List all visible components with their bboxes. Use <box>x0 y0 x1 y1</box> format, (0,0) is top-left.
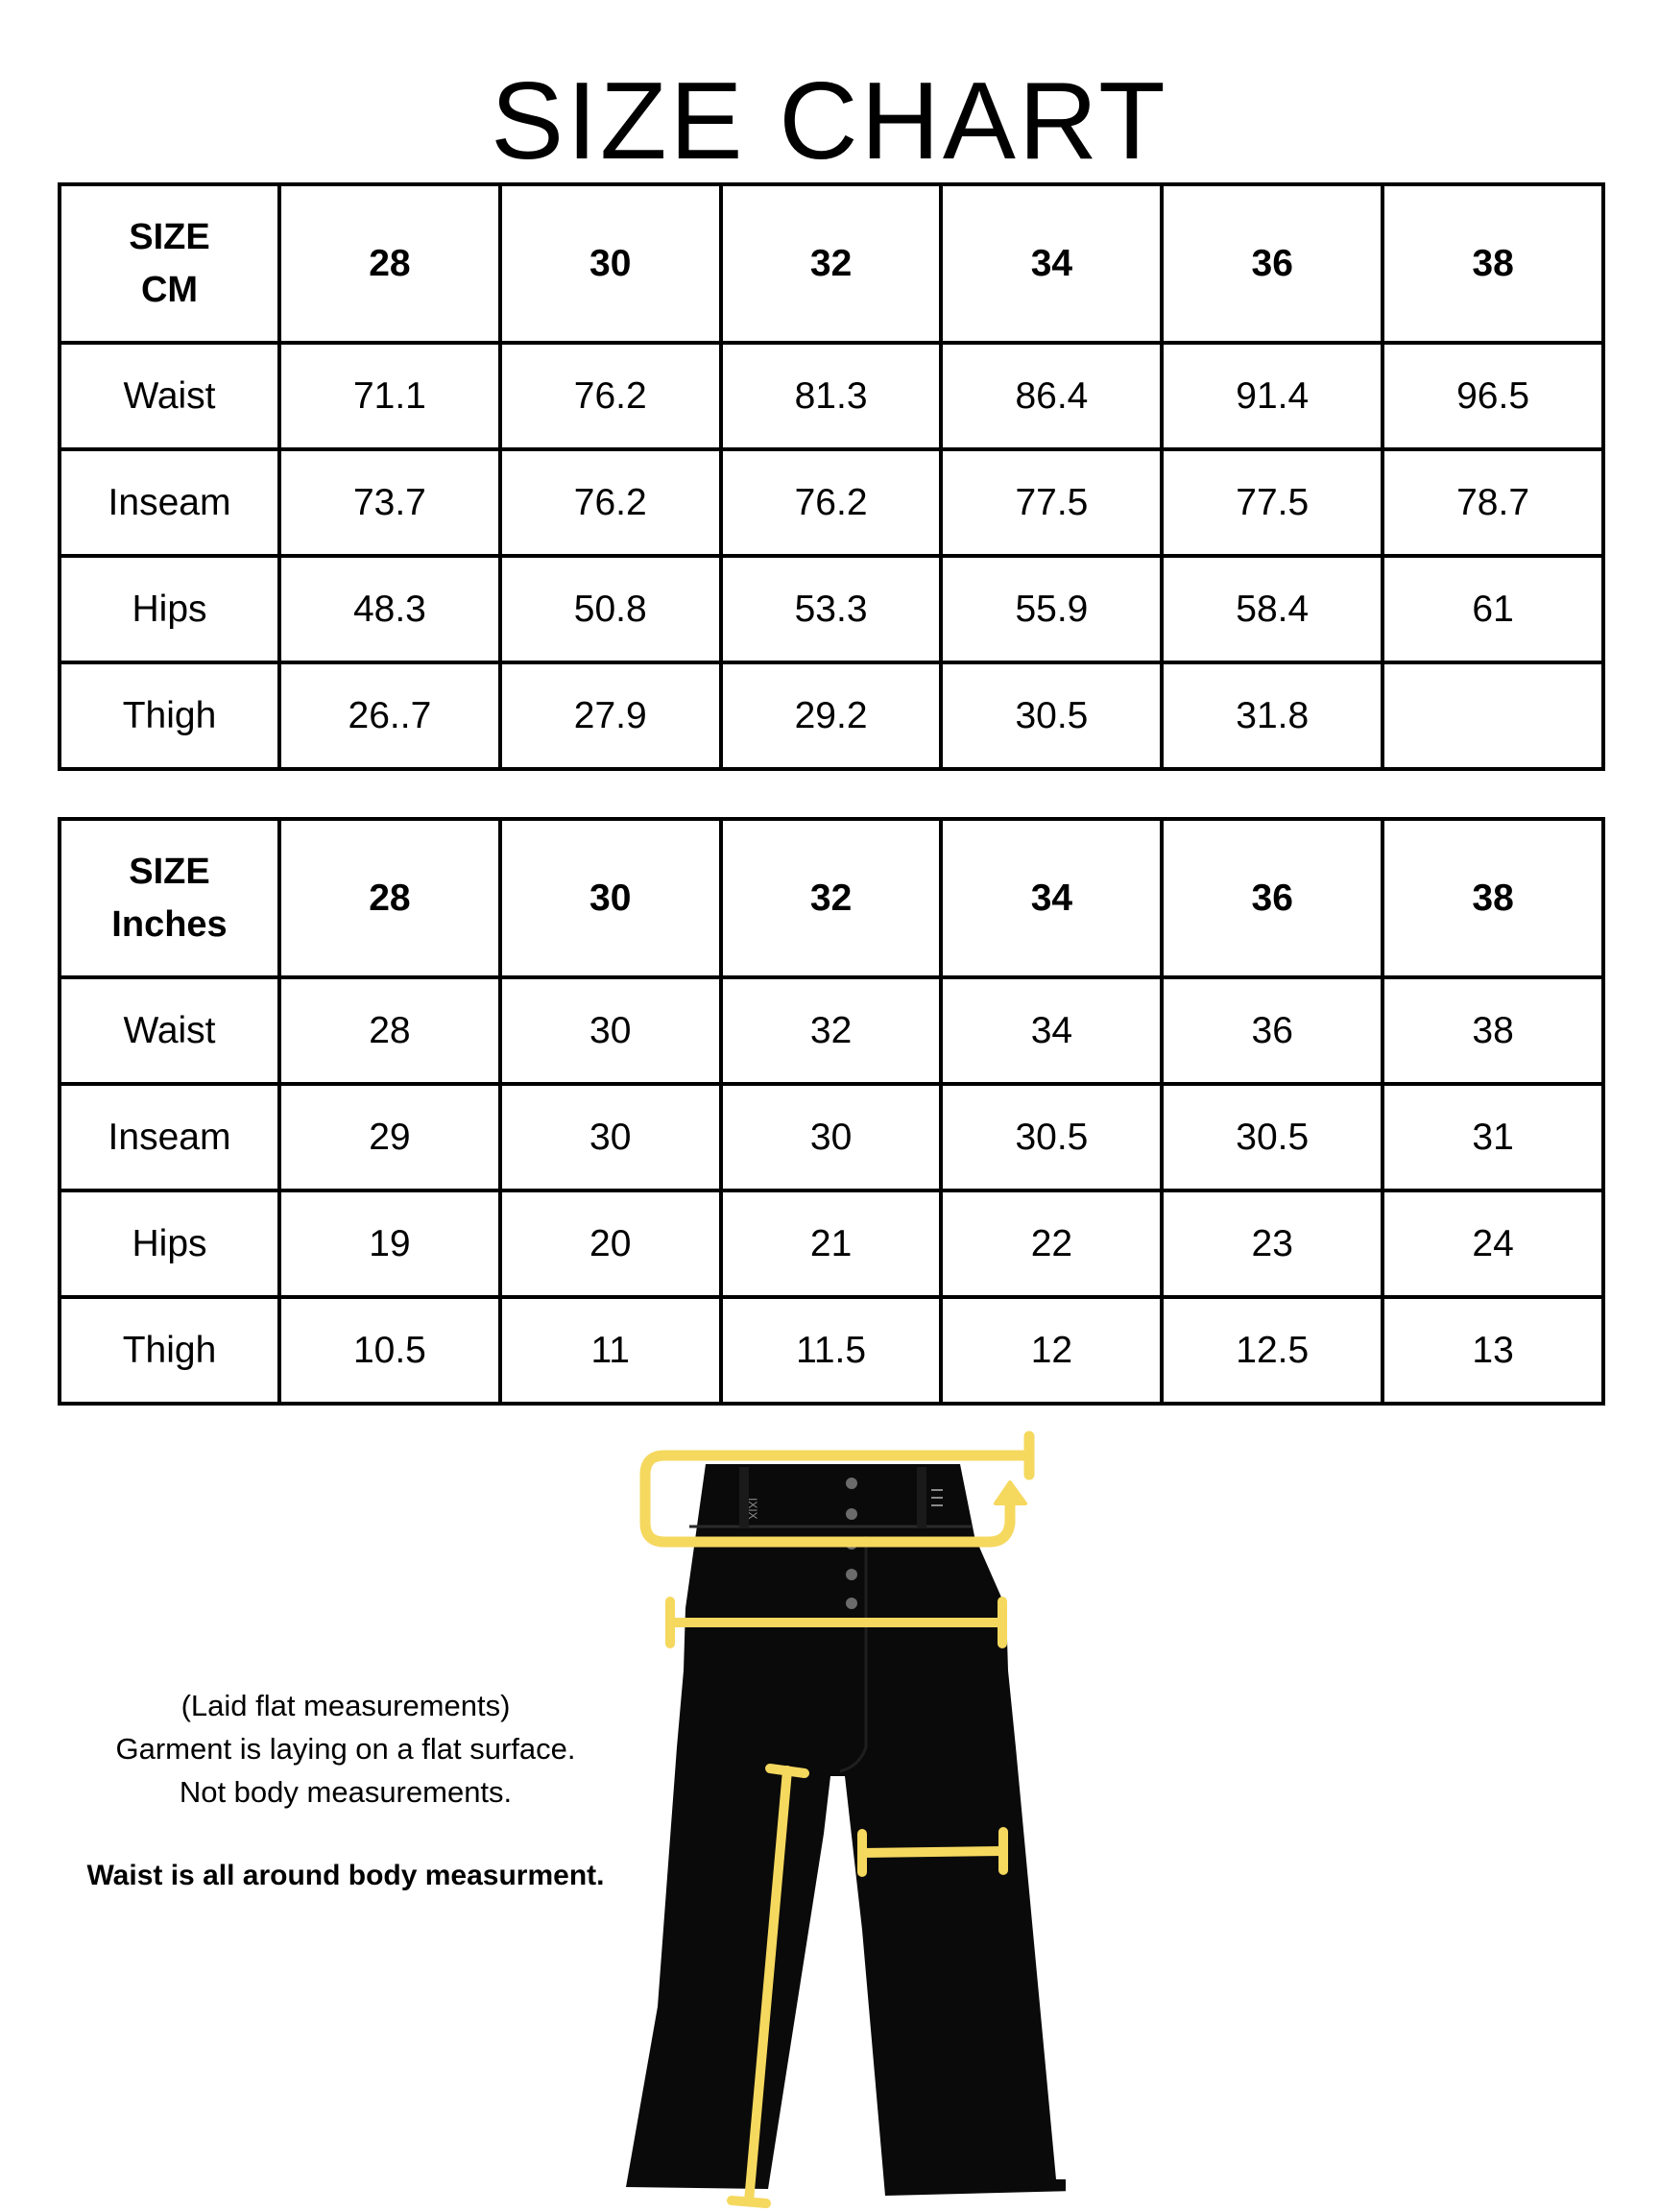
row-label: Waist <box>60 343 279 449</box>
note-line: Not body measurements. <box>179 1775 513 1809</box>
table-cell: 13 <box>1382 1297 1603 1404</box>
size-header: 34 <box>941 819 1162 977</box>
corner-label-size: SIZE <box>129 851 210 892</box>
table-cell: 30.5 <box>941 662 1162 769</box>
row-label: Inseam <box>60 1084 279 1190</box>
table-cell: 30 <box>721 1084 942 1190</box>
size-header: 38 <box>1382 819 1603 977</box>
table-cell: 29.2 <box>721 662 942 769</box>
table-cell: 38 <box>1382 977 1603 1084</box>
table-cell: 76.2 <box>721 449 942 556</box>
table-cell: 30 <box>500 1084 721 1190</box>
size-header: 28 <box>279 184 500 343</box>
table-cell: 31.8 <box>1162 662 1382 769</box>
table-cell: 55.9 <box>941 556 1162 662</box>
note-line: Garment is laying on a flat surface. <box>115 1732 576 1766</box>
size-table-inches <box>58 817 1605 1406</box>
table-cell: 78.7 <box>1382 449 1603 556</box>
table-cell: 30.5 <box>941 1084 1162 1190</box>
belt-loop <box>917 1467 926 1528</box>
table-cell: 71.1 <box>279 343 500 449</box>
table-cell: 86.4 <box>941 343 1162 449</box>
size-table-cm <box>58 182 1605 771</box>
table-row <box>60 1084 1603 1190</box>
table-row <box>60 449 1603 556</box>
waist-note: Waist is all around body measurment. <box>86 1860 605 1891</box>
table-cell: 77.5 <box>1162 449 1382 556</box>
size-header: 36 <box>1162 819 1382 977</box>
table-cell <box>1382 662 1603 769</box>
size-header: 28 <box>279 819 500 977</box>
table-cell: 12 <box>941 1297 1162 1404</box>
table-cell: 76.2 <box>500 343 721 449</box>
corner-cell <box>60 184 279 343</box>
table-row <box>60 1190 1603 1297</box>
waist-arrowhead <box>996 1482 1025 1503</box>
table-cell: 30 <box>500 977 721 1084</box>
table-cell: 27.9 <box>500 662 721 769</box>
table-cell: 58.4 <box>1162 556 1382 662</box>
table-cell: 28 <box>279 977 500 1084</box>
row-label: Hips <box>60 1190 279 1297</box>
measurement-notes <box>58 1684 634 1897</box>
button <box>846 1569 857 1580</box>
header-row <box>60 819 1603 977</box>
size-header: 36 <box>1162 184 1382 343</box>
table-cell: 11 <box>500 1297 721 1404</box>
corner-label-size: SIZE <box>129 216 210 257</box>
button <box>846 1478 857 1489</box>
row-label: Thigh <box>60 1297 279 1404</box>
table-cell: 21 <box>721 1190 942 1297</box>
table-cell: 77.5 <box>941 449 1162 556</box>
table-cell: 53.3 <box>721 556 942 662</box>
size-header: 32 <box>721 184 942 343</box>
table-cell: 12.5 <box>1162 1297 1382 1404</box>
table-cell: 96.5 <box>1382 343 1603 449</box>
corner-cell <box>60 819 279 977</box>
table-cell: 91.4 <box>1162 343 1382 449</box>
size-header: 32 <box>721 819 942 977</box>
table-cell: 50.8 <box>500 556 721 662</box>
table-cell: 20 <box>500 1190 721 1297</box>
table-cell: 61 <box>1382 556 1603 662</box>
table-cell: 24 <box>1382 1190 1603 1297</box>
table-row <box>60 1297 1603 1404</box>
table-cell: 30.5 <box>1162 1084 1382 1190</box>
table-cell: 36 <box>1162 977 1382 1084</box>
table-cell: 10.5 <box>279 1297 500 1404</box>
table-cell: 22 <box>941 1190 1162 1297</box>
brand-label: IXIX <box>746 1498 759 1520</box>
table-row <box>60 977 1603 1084</box>
row-label: Inseam <box>60 449 279 556</box>
table-cell: 29 <box>279 1084 500 1190</box>
corner-label-unit: Inches <box>111 903 228 945</box>
table-cell: 48.3 <box>279 556 500 662</box>
size-header: 30 <box>500 819 721 977</box>
table-cell: 23 <box>1162 1190 1382 1297</box>
page-title: SIZE CHART <box>491 60 1168 182</box>
table-cell: 81.3 <box>721 343 942 449</box>
wide-leg-pants-illustration <box>605 1431 1066 2208</box>
table-cell: 31 <box>1382 1084 1603 1190</box>
table-cell: 73.7 <box>279 449 500 556</box>
button <box>846 1508 857 1520</box>
header-row <box>60 184 1603 343</box>
row-label: Hips <box>60 556 279 662</box>
row-label: Thigh <box>60 662 279 769</box>
row-label: Waist <box>60 977 279 1084</box>
table-cell: 11.5 <box>721 1297 942 1404</box>
table-cell: 34 <box>941 977 1162 1084</box>
button <box>846 1598 857 1609</box>
table-cell: 19 <box>279 1190 500 1297</box>
table-cell: 76.2 <box>500 449 721 556</box>
table-cell: 26..7 <box>279 662 500 769</box>
note-line: (Laid flat measurements) <box>180 1689 511 1722</box>
table-row <box>60 662 1603 769</box>
size-header: 38 <box>1382 184 1603 343</box>
table-row <box>60 343 1603 449</box>
size-header: 34 <box>941 184 1162 343</box>
size-header: 30 <box>500 184 721 343</box>
table-cell: 32 <box>721 977 942 1084</box>
corner-label-unit: CM <box>140 269 199 310</box>
table-row <box>60 556 1603 662</box>
